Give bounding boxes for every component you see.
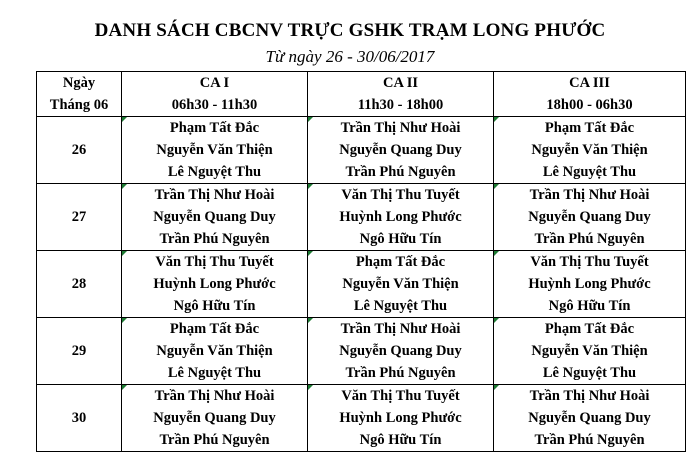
cell-comment-marker-icon xyxy=(494,251,499,256)
table-row xyxy=(37,295,686,318)
staff-name: Trần Thị Như Hoài xyxy=(154,186,275,203)
header-shift-3-time: 18h00 - 06h30 xyxy=(494,94,686,117)
table-row xyxy=(37,184,686,207)
day-number: 26 xyxy=(71,141,87,158)
staff-name-cell xyxy=(122,407,308,429)
staff-name-cell xyxy=(494,362,686,385)
staff-name-cell xyxy=(122,117,308,140)
staff-name: Nguyễn Văn Thiện xyxy=(531,141,648,158)
staff-name-cell xyxy=(122,184,308,207)
cell-comment-marker-icon xyxy=(494,318,499,323)
staff-name-cell xyxy=(122,429,308,452)
staff-name-cell xyxy=(494,273,686,295)
header-shift-3-name: CA III xyxy=(494,72,686,95)
staff-name: Nguyễn Quang Duy xyxy=(528,409,651,426)
table-row xyxy=(37,206,686,228)
staff-name-cell xyxy=(122,251,308,274)
staff-name: Phạm Tất Đắc xyxy=(544,119,635,136)
staff-name: Huỳnh Long Phước xyxy=(339,208,462,225)
duty-roster-table xyxy=(36,71,686,452)
staff-name-cell xyxy=(308,362,494,385)
staff-name-cell xyxy=(308,251,494,274)
staff-name: Phạm Tất Đắc xyxy=(355,253,446,270)
staff-name-cell xyxy=(308,184,494,207)
staff-name: Nguyễn Quang Duy xyxy=(528,208,651,225)
staff-name-cell xyxy=(122,139,308,161)
page-subtitle: Từ ngày 26 - 30/06/2017 xyxy=(265,47,435,66)
staff-name-cell xyxy=(494,139,686,161)
header-row-times xyxy=(37,94,686,117)
cell-comment-marker-icon xyxy=(308,251,313,256)
header-shift-2-name: CA II xyxy=(308,72,494,95)
header-day-label: Ngày xyxy=(37,72,122,95)
staff-name-cell xyxy=(494,228,686,251)
staff-name: Ngô Hữu Tín xyxy=(359,230,442,247)
staff-name-cell xyxy=(308,340,494,362)
staff-name: Nguyễn Văn Thiện xyxy=(531,342,648,359)
table-row xyxy=(37,161,686,184)
staff-name: Phạm Tất Đắc xyxy=(544,320,635,337)
staff-name-cell xyxy=(122,340,308,362)
cell-comment-marker-icon xyxy=(122,385,127,390)
cell-comment-marker-icon xyxy=(122,251,127,256)
staff-name-cell xyxy=(308,117,494,140)
day-cell xyxy=(37,117,122,184)
staff-name-cell xyxy=(308,273,494,295)
staff-name: Trần Thị Như Hoài xyxy=(154,387,275,404)
staff-name-cell xyxy=(494,407,686,429)
staff-name-cell xyxy=(308,295,494,318)
staff-name-cell xyxy=(308,139,494,161)
staff-name-cell xyxy=(494,318,686,341)
table-row xyxy=(37,139,686,161)
header-month-label: Tháng 06 xyxy=(37,94,122,117)
staff-name-cell xyxy=(494,340,686,362)
table-row xyxy=(37,362,686,385)
staff-name: Nguyễn Quang Duy xyxy=(153,409,276,426)
cell-comment-marker-icon xyxy=(122,117,127,122)
cell-comment-marker-icon xyxy=(494,117,499,122)
staff-name: Văn Thị Thu Tuyết xyxy=(341,387,460,404)
staff-name: Huỳnh Long Phước xyxy=(153,275,276,292)
staff-name: Nguyễn Quang Duy xyxy=(339,342,462,359)
staff-name: Trần Thị Như Hoài xyxy=(340,119,461,136)
staff-name-cell xyxy=(494,161,686,184)
staff-name-cell xyxy=(494,429,686,452)
cell-comment-marker-icon xyxy=(308,117,313,122)
staff-name: Trần Thị Như Hoài xyxy=(340,320,461,337)
staff-name-cell xyxy=(308,206,494,228)
table-row xyxy=(37,273,686,295)
cell-comment-marker-icon xyxy=(308,385,313,390)
staff-name-cell xyxy=(494,117,686,140)
staff-name: Huỳnh Long Phước xyxy=(339,409,462,426)
header-row-names xyxy=(37,72,686,95)
staff-name-cell xyxy=(308,318,494,341)
staff-name-cell xyxy=(494,295,686,318)
table-row xyxy=(37,228,686,251)
staff-name: Ngô Hữu Tín xyxy=(359,431,442,448)
staff-name-cell xyxy=(122,362,308,385)
cell-comment-marker-icon xyxy=(494,184,499,189)
staff-name-cell xyxy=(308,385,494,408)
cell-comment-marker-icon xyxy=(308,318,313,323)
staff-name: Trần Phú Nguyên xyxy=(534,431,645,448)
day-number: 29 xyxy=(71,342,87,359)
cell-comment-marker-icon xyxy=(122,318,127,323)
day-number: 30 xyxy=(71,409,87,426)
staff-name-cell xyxy=(308,228,494,251)
staff-name: Trần Thị Như Hoài xyxy=(529,186,650,203)
page-title: DANH SÁCH CBCNV TRỰC GSHK TRẠM LONG PHƯỚC xyxy=(94,20,606,41)
staff-name: Lê Nguyệt Thu xyxy=(353,297,448,314)
staff-name-cell xyxy=(122,318,308,341)
staff-name: Huỳnh Long Phước xyxy=(528,275,651,292)
table-row xyxy=(37,340,686,362)
staff-name-cell xyxy=(122,228,308,251)
day-cell xyxy=(37,318,122,385)
day-cell xyxy=(37,251,122,318)
staff-name-cell xyxy=(494,206,686,228)
table-row xyxy=(37,117,686,140)
day-cell xyxy=(37,385,122,452)
staff-name: Văn Thị Thu Tuyết xyxy=(530,253,649,270)
staff-name: Nguyễn Quang Duy xyxy=(339,141,462,158)
staff-name-cell xyxy=(122,385,308,408)
staff-name: Phạm Tất Đắc xyxy=(169,320,260,337)
staff-name: Nguyễn Văn Thiện xyxy=(342,275,459,292)
table-row xyxy=(37,318,686,341)
header-shift-1-name: CA I xyxy=(122,72,308,95)
staff-name-cell xyxy=(122,295,308,318)
staff-name: Trần Thị Như Hoài xyxy=(529,387,650,404)
staff-name-cell xyxy=(494,184,686,207)
staff-name: Nguyễn Văn Thiện xyxy=(156,141,273,158)
cell-comment-marker-icon xyxy=(122,184,127,189)
staff-name: Ngô Hữu Tín xyxy=(548,297,631,314)
header-shift-1-time: 06h30 - 11h30 xyxy=(122,94,308,117)
staff-name: Trần Phú Nguyên xyxy=(534,230,645,247)
staff-name-cell xyxy=(308,429,494,452)
staff-name-cell xyxy=(122,161,308,184)
staff-name: Trần Phú Nguyên xyxy=(345,163,456,180)
day-cell xyxy=(37,184,122,251)
staff-name-cell xyxy=(122,206,308,228)
table-row xyxy=(37,251,686,274)
staff-name: Nguyễn Văn Thiện xyxy=(156,342,273,359)
staff-name-cell xyxy=(308,407,494,429)
staff-name: Văn Thị Thu Tuyết xyxy=(341,186,460,203)
staff-name-cell xyxy=(494,385,686,408)
header-shift-2-time: 11h30 - 18h00 xyxy=(308,94,494,117)
table-row xyxy=(37,407,686,429)
staff-name-cell xyxy=(494,251,686,274)
staff-name: Lê Nguyệt Thu xyxy=(167,163,262,180)
table-row xyxy=(37,429,686,452)
day-number: 28 xyxy=(71,275,87,292)
staff-name: Lê Nguyệt Thu xyxy=(542,163,637,180)
staff-name-cell xyxy=(308,161,494,184)
cell-comment-marker-icon xyxy=(494,385,499,390)
staff-name: Trần Phú Nguyên xyxy=(345,364,456,381)
staff-name-cell xyxy=(122,273,308,295)
day-number: 27 xyxy=(71,208,87,225)
staff-name: Văn Thị Thu Tuyết xyxy=(155,253,274,270)
table-row xyxy=(37,385,686,408)
staff-name: Lê Nguyệt Thu xyxy=(167,364,262,381)
staff-name: Trần Phú Nguyên xyxy=(159,431,270,448)
staff-name: Phạm Tất Đắc xyxy=(169,119,260,136)
cell-comment-marker-icon xyxy=(308,184,313,189)
staff-name: Trần Phú Nguyên xyxy=(159,230,270,247)
staff-name: Nguyễn Quang Duy xyxy=(153,208,276,225)
staff-name: Lê Nguyệt Thu xyxy=(542,364,637,381)
staff-name: Ngô Hữu Tín xyxy=(173,297,256,314)
